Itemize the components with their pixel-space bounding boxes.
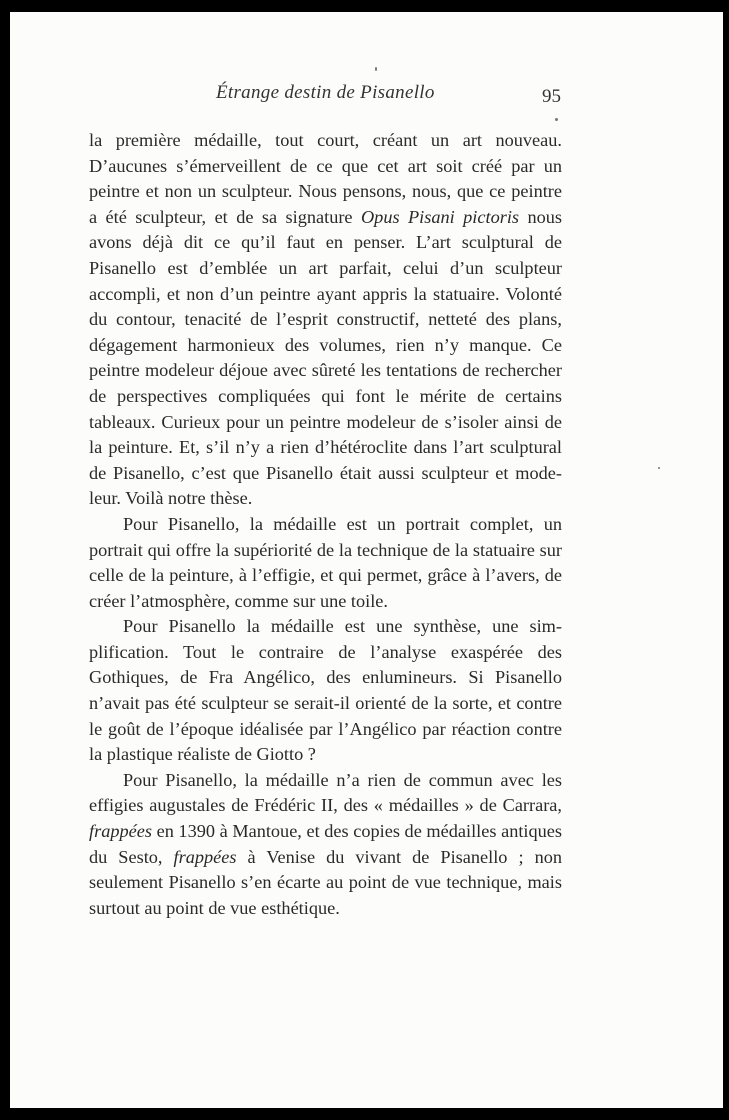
page-number: 95 xyxy=(542,86,561,107)
text-segment: nous avons déjà dit ce qu’il faut en penser. L’art sculptural de Pisanello est d’emblée un art parfait, celui d’un sculpteur accompli, et non d’un peintre ayant appris la statuaire. Volonté du contour, tenacité de l’esprit constructif, netteté des plans, dégagement harmonieux des volumes, rien n’y manque. Ce peintre modeleur déjoue avec sûreté les tentations de rechercher de perspectives compliquées qui font le mérite de certains tableaux. Curieux pour un peintre modeleur de s’isoler ainsi de la peinture. Et, s’il n’y a rien d’hétéroclite dans l’art sculptural de Pisanello, c’est que Pisanello était aussi sculpteur et modeleur. Voilà notre thèse. xyxy=(89,206,562,509)
text-segment: Pour Pisanello, la médaille n’a rien de commun avec les effigies augustales de Frédéric II, des « médailles » de Carrara, xyxy=(89,769,562,816)
running-head xyxy=(10,82,723,112)
italic-word: frappées xyxy=(173,846,237,867)
paragraph-2 xyxy=(89,512,562,614)
paragraph-4 xyxy=(89,768,562,922)
text-segment: Pour Pisanello la médaille est une synthèse, une simplification. Tout le contraire de l’analyse exaspérée des Gothiques, de Fra Angélico, des enlumineurs. Si Pisanello n’avait pas été sculpteur se serait-il orienté de la sorte, et contre le goût de l’époque idéalisée par l’Angélico par réaction contre la plastique réaliste de Giotto ? xyxy=(89,616,562,765)
italic-word: frappées xyxy=(89,821,152,842)
text-segment: Pour Pisanello, la médaille est un portrait complet, un portrait qui offre la supériorité de la technique de la statuaire sur celle de la peinture, à l’effigie, et qui permet, grâce à l’avers, de créer l’atmosphère, comme sur une toile. xyxy=(89,513,562,611)
italic-signature: Opus Pisani pictoris xyxy=(360,206,520,227)
text-segment: en 1390 à Mantoue, et des copies de médailles antiques du Sesto, xyxy=(89,821,562,867)
body-text xyxy=(89,128,562,921)
print-speck xyxy=(658,467,660,469)
book-page xyxy=(10,12,723,1108)
print-speck xyxy=(555,118,558,121)
running-title: Étrange destin de Pisanello xyxy=(216,82,435,103)
paragraph-3 xyxy=(89,614,562,768)
text-segment: à Venise du vivant de Pisanello ; non seulement Pisanello s’en écarte au point de vue technique, mais surtout au point de vue esthétique. xyxy=(89,846,563,918)
text-segment: la première médaille, tout court, créant un art nouveau. D’aucunes s’émerveillent de ce que cet art soit créé par un peintre et non un sculpteur. Nous pensons, nous, que ce peintre a été sculpteur, et de sa signature xyxy=(89,130,562,227)
paragraph-1 xyxy=(89,128,562,512)
print-speck xyxy=(375,67,377,71)
